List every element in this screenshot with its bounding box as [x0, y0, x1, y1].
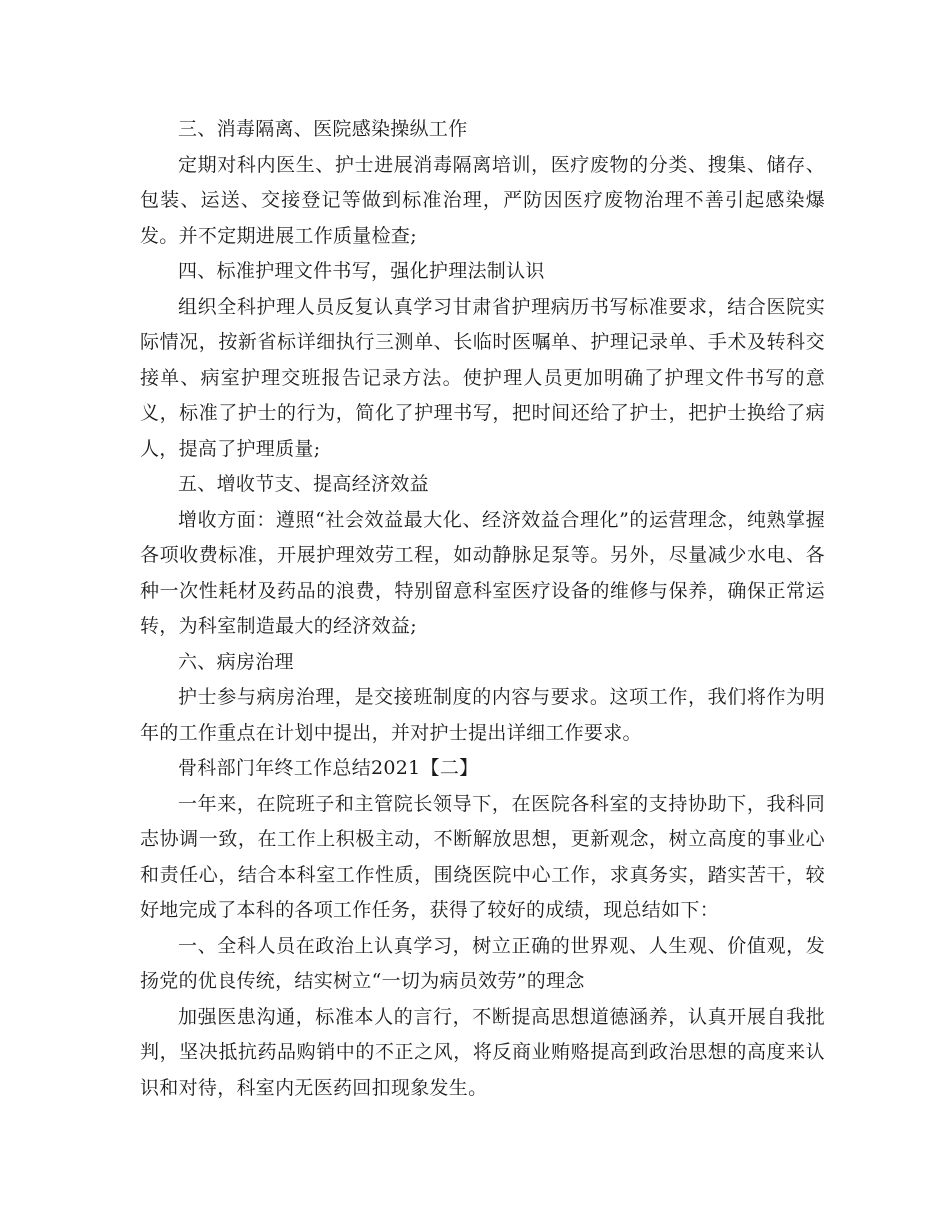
- document-title-part-2: 骨科部门年终工作总结2021【二】: [178, 757, 479, 779]
- paragraph: 定期对科内医生、护士进展消毒隔离培训，医疗废物的分类、搜集、储存、包装、运送、交接登记等做到标准治理，严防因医疗废物治理不善引起感染爆发。并不定期进展工作质量检查;: [140, 153, 825, 247]
- paragraph: 组织全科护理人员反复认真学习甘肃省护理病历书写标准要求，结合医院实际情况，按新省标详细执行三测单、长临时医嘱单、护理记录单、手术及转科交接单、病室护理交班报告记录方法。使护理人员更加明确了护理文件书写的意义，标准了护士的行为，简化了护理书写，把时间还给了护士，把护士换给了病人，提高了护理质量;: [140, 295, 825, 460]
- paragraph: 护士参与病房治理，是交接班制度的内容与要求。这项工作，我们将作为明年的工作重点在计划中提出，并对护士提出详细工作要求。: [140, 686, 825, 744]
- paragraph: 加强医患沟通，标准本人的言行，不断提高思想道德涵养，认真开展自我批判，坚决抵抗药品购销中的不正之风，将反商业贿赂提高到政治思想的高度来认识和对待，科室内无医药回扣现象发生。: [140, 1005, 825, 1099]
- section-heading-4: 四、标准护理文件书写，强化护理法制认识: [178, 260, 545, 282]
- paragraph: 一年来，在院班子和主管院长领导下，在医院各科室的支持协助下，我科同志协调一致，在工作上积极主动，不断解放思想，更新观念，树立高度的事业心和责任心，结合本科室工作性质，围绕医院中心工作，求真务实，踏实苦干，较好地完成了本科的各项工作任务，获得了较好的成绩，现总结如下：: [140, 792, 825, 921]
- section-heading-5: 五、增收节支、提高经济效益: [178, 473, 429, 495]
- section-heading-6: 六、病房治理: [178, 650, 294, 673]
- section-heading-3: 三、消毒隔离、医院感染操纵工作: [178, 118, 468, 140]
- document-body: [140, 112, 825, 1106]
- paragraph: 增收方面：遵照“社会效益最大化、经济效益合理化”的运营理念，纯熟掌握各项收费标准，开展护理效劳工程，如动静脉足泵等。另外，尽量减少水电、各种一次性耗材及药品的浪费，特别留意科室医疗设备的维修与保养，确保正常运转，为科室制造最大的经济效益;: [140, 508, 825, 637]
- section-heading-1: 一、全科人员在政治上认真学习，树立正确的世界观、人生观、价值观，发扬党的优良传统，结实树立“一切为病员效劳”的理念: [140, 934, 825, 992]
